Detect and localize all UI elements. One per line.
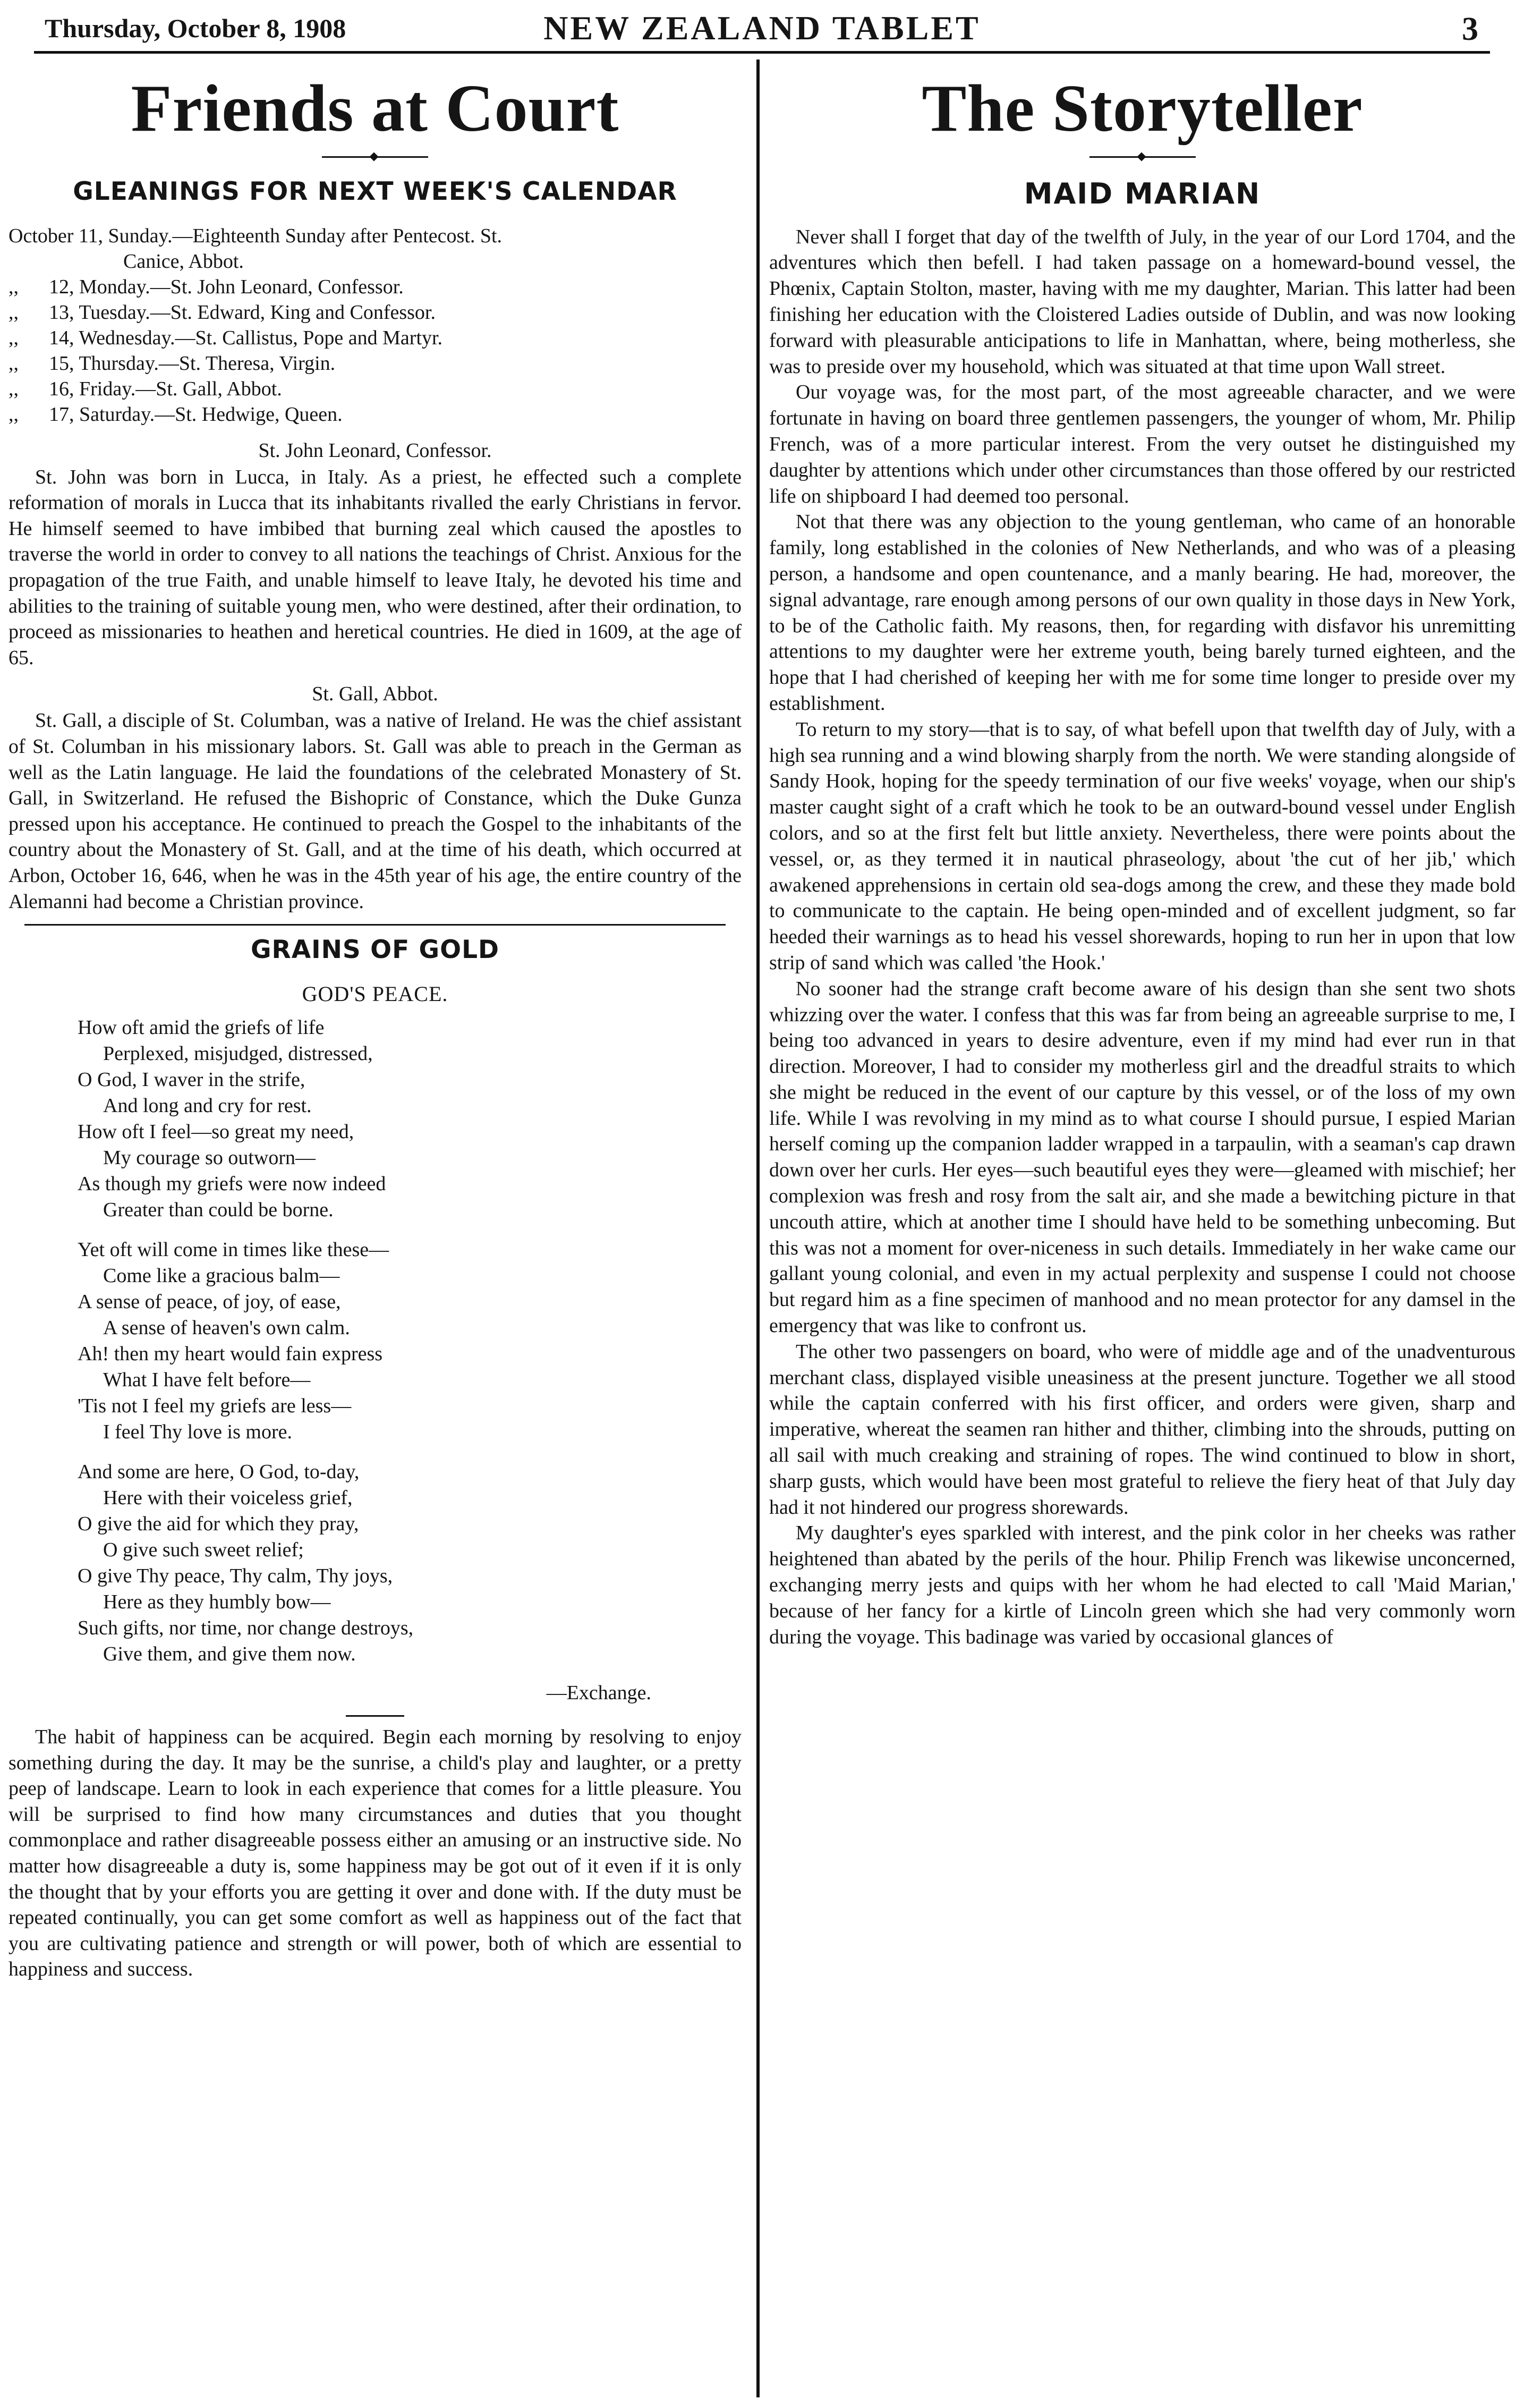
story-paragraph: To return to my story—that is to say, of what befell upon that twelfth day of July, with a high sea running and a wind blowing sharply from the north. We were standing alongside of Sandy Hook, hoping for the speedy termination of our five weeks' voyage, when our ship's master caught sight of a craft which he took to be an outward-bound vessel under English colors, and so at the first felt but little anxiety. Nevertheless, there were points about the vessel, or, as they termed it in nautical phraseology, about 'the cut of her jib,' which awakened apprehensions in certain old sea-dogs among the crew, and these they made bold to communicate to the captain. He being open-minded and of excellent judgment, so far heeded their warnings as to head his vessel shorewards, hoping to run her in upon that low strip of sand which was called 'the Hook.': [769, 718, 1516, 974]
calendar-row: [8, 351, 742, 376]
poem-line: Yet oft will come in times like these—: [78, 1239, 389, 1261]
calendar-heading: GLEANINGS FOR NEXT WEEK'S CALENDAR: [73, 176, 677, 206]
calendar-row: [8, 376, 742, 402]
ditto-mark: ,,: [8, 275, 19, 298]
poem-line: My courage so outworn—: [103, 1147, 316, 1169]
grains-of-gold-heading: GRAINS OF GOLD: [250, 935, 500, 965]
poem-line: O give such sweet relief;: [103, 1539, 304, 1562]
poem-line: O give Thy peace, Thy calm, Thy joys,: [78, 1565, 393, 1588]
calendar-entry-text: 15, Thursday.—St. Theresa, Virgin.: [49, 352, 336, 375]
saint-heading: St. John Leonard, Confessor.: [258, 439, 492, 462]
calendar-row-continuation: Canice, Abbot.: [123, 250, 244, 273]
section-title-storyteller: The Storyteller: [922, 72, 1363, 146]
poem-source: —Exchange.: [546, 1682, 651, 1705]
calendar-row: [8, 300, 742, 325]
ornament-divider: [1089, 154, 1196, 160]
poem-line: How oft amid the griefs of life: [78, 1016, 325, 1039]
poem-line: Ah! then my heart would fain express: [78, 1343, 383, 1366]
ornament-divider: [322, 154, 428, 160]
poem-line: And long and cry for rest.: [103, 1095, 312, 1117]
poem-line: Here with their voiceless grief,: [103, 1487, 353, 1510]
section-rule: [24, 924, 726, 926]
ditto-mark: ,,: [8, 377, 19, 400]
section-title-friends-at-court: Friends at Court: [131, 72, 619, 146]
story-paragraph: Never shall I forget that day of the twelfth of July, in the year of our Lord 1704, and the adventures which then befell. I had taken passage on a homeward-bound vessel, the Phœnix, Captain Stolton, master, having with me my daughter, Marian. This latter had been finishing her education with the Cloistered Ladies outside of Dublin, and was now looking forward with pleasurable anticipations to life in Manhattan, where, being motherless, she was to preside over my household, which was situated at that time upon Wall street.: [769, 225, 1516, 378]
story-paragraph: My daughter's eyes sparkled with interest, and the pink color in her cheeks was rather heightened than abated by the perils of the hour. Philip French was likewise unconcerned, exchanging merry jests and quips with her whom he had elected to call 'Maid Marian,' because of her fancy for a kirtle of Lincoln green which she had very commonly worn during the voyage. This badinage was varied by occasional glances of: [769, 1522, 1516, 1648]
story-body: [769, 224, 1516, 1650]
poem-line: Greater than could be borne.: [103, 1199, 334, 1222]
ditto-mark: ,,: [8, 301, 19, 324]
right-column: [769, 60, 1516, 2392]
column-divider: [756, 60, 760, 2397]
poem-line: A sense of heaven's own calm.: [103, 1317, 350, 1339]
poem-line: 'Tis not I feel my griefs are less—: [78, 1395, 352, 1418]
calendar-entry-text: 14, Wednesday.—St. Callistus, Pope and Martyr.: [49, 326, 443, 349]
poem-line: Perplexed, misjudged, distressed,: [103, 1042, 373, 1065]
calendar-entry-text: 13, Tuesday.—St. Edward, King and Confessor.: [49, 301, 436, 324]
poem-line: A sense of peace, of joy, of ease,: [78, 1291, 341, 1313]
calendar-row: [8, 274, 742, 300]
poem-line: How oft I feel—so great my need,: [78, 1121, 354, 1143]
saint-article: St. Gall, a disciple of St. Columban, was a native of Ireland. He was the chief assistant of St. Columban in his missionary labors. St. Gall was able to preach in the German as well as the Latin language. He laid the foundations of the celebrated Monastery of St. Gall, in Switzerland. He refused the Bishopric of Constance, which the Duke Gunza pressed upon his acceptance. He continued to preach the Gospel to the inhabitants of the country about the Monastery of St. Gall, and at the time of his death, which occurred at Arbon, October 16, 646, when he was in the 45th year of his age, the entire country of the Alemanni had become a Christian province.: [8, 709, 742, 913]
calendar-row: [8, 402, 742, 427]
calendar-rows: [8, 274, 742, 427]
story-title: MAID MARIAN: [1024, 176, 1261, 210]
calendar-entry-text: 12, Monday.—St. John Leonard, Confessor.: [49, 275, 404, 298]
poem-line: O God, I waver in the strife,: [78, 1069, 305, 1091]
saint-article: St. John was born in Lucca, in Italy. As a priest, he effected such a complete reformation of morals in Lucca that its inhabitants rivalled the early Christians in fervor. He himself seemed to have imbibed that burning zeal which caused the apostles to traverse the world in order to convey to all nations the teachings of Christ. Anxious for the propagation of the true Faith, and unable himself to leave Italy, he devoted his time and abilities to the training of suitable young men, who were destined, after their ordination, to proceed as missionaries to heathen and heretical countries. He died in 1609, at the age of 65.: [8, 465, 742, 669]
calendar-row: [8, 223, 742, 249]
ditto-mark: ,,: [8, 352, 19, 375]
poem-stanza: [78, 1459, 742, 1667]
short-divider: [346, 1715, 404, 1717]
calendar-row: [8, 325, 742, 351]
poem-line: O give the aid for which they pray,: [78, 1513, 359, 1536]
page-number: 3: [1462, 11, 1478, 47]
poem-line: As though my griefs were now indeed: [78, 1173, 386, 1195]
calendar-entry-text: 16, Friday.—St. Gall, Abbot.: [49, 377, 282, 400]
calendar-list: [8, 223, 742, 427]
poem-line: Come like a gracious balm—: [103, 1265, 340, 1287]
poem-title: GOD'S PEACE.: [302, 982, 448, 1006]
poem: [78, 1015, 742, 1667]
story-paragraph: The other two passengers on board, who were of middle age and of the unadventurous merchant class, displayed visible uneasiness at the present juncture. Together we all stood while the captain conferred with his first officer, and orders were given, sharp and imperative, whereat the seamen ran hither and thither, climbing into the shrouds, putting on all sail with much creaking and straining of ropes. The wind continued to blow in short, sharp gusts, which would have been most grateful to relieve the fiery heat of that July day had it not hindered our progress shorewards.: [769, 1340, 1516, 1519]
issue-date: Thursday, October 8, 1908: [45, 13, 346, 43]
poem-stanza: [78, 1237, 742, 1445]
story-paragraph: No sooner had the strange craft become aware of his design than she sent two shots whizzing over the water. I confess that this was far from being an agreeable surprise to me, I being too advanced in years to desire adventure, even if my mind had ever run in that direction. Moreover, I had to consider my motherless girl and the dreadful straits to which she might be reduced in the event of our capture by this vessel, or of the loss of my own life. While I was revolving in my mind as to what course I should pursue, I espied Marian herself coming up the companion ladder wrapped in a tarpaulin, with a seaman's cap drawn down over her curls. Her eyes—such beautiful eyes they were—gleamed with mischief; her complexion was fresh and rosy from the salt air, and she made a bewitching picture in that uncouth attire, which at another time I should have held to be something unbecoming. But this was not a moment for over-niceness in such details. Immediately in her wake came our gallant young colonial, and even in my actual perplexity and suspense I could not choose but regard him as a fine specimen of manhood and no mean protector for any damsel in the emergency that was like to confront us.: [769, 977, 1516, 1337]
poem-line: Such gifts, nor time, nor change destroys,: [78, 1617, 414, 1640]
story-paragraph: Our voyage was, for the most part, of the most agreeable character, and we were fortunate in having on board three gentlemen passengers, the younger of whom, Mr. Philip French, was of a more particular interest. From the very outset he distinguished my daughter by attentions which under other circumstances than those offered by our restricted life on shipboard I had deemed too personal.: [769, 381, 1516, 507]
ditto-mark: ,,: [8, 403, 19, 426]
calendar-entry-text: 17, Saturday.—St. Hedwige, Queen.: [49, 403, 343, 426]
story-paragraph: Not that there was any objection to the young gentleman, who came of an honorable family, long established in the colonies of New Netherlands, and who was of a pleasing person, a handsome and open countenance, and a manly bearing. He had, moreover, the signal advantage, rare enough among persons of our own quality in those days in New York, to be of the Catholic faith. My reasons, then, for regarding with disfavor his unremitting attentions to my daughter were her extreme youth, being barely turned eighteen, and the hope that I had cherished of keeping her with me for some time longer to preside over my establishment.: [769, 511, 1516, 715]
newspaper-title: NEW ZEALAND TABLET: [543, 9, 981, 47]
left-column: [8, 60, 742, 2392]
happiness-article: The habit of happiness can be acquired. Begin each morning by resolving to enjoy something during the day. It may be the sunrise, a child's play and laughter, or a pretty peep of landscape. Learn to look in each experience that comes for a little pleasure. You will be surprised to find how many circumstances and duties that you thought commonplace and rather disagreeable possess either an amusing or an instructive side. No matter how disagreeable a duty is, some happiness may be got out of it even if it is only the thought that by your efforts you are getting it over and done with. If the duty must be repeated continually, you can get some comfort as well as happiness out of the fact that you are cultivating patience and strength or will power, both of which are essential to happiness and success.: [8, 1726, 742, 1981]
poem-line: What I have felt before—: [103, 1369, 311, 1392]
poem-line: I feel Thy love is more.: [103, 1421, 292, 1444]
poem-line: And some are here, O God, to-day,: [78, 1461, 360, 1483]
poem-stanza: [78, 1015, 742, 1223]
poem-line: Here as they humbly bow—: [103, 1591, 331, 1614]
ditto-mark: ,,: [8, 326, 19, 349]
poem-line: Give them, and give them now.: [103, 1643, 356, 1666]
saint-heading: St. Gall, Abbot.: [312, 683, 438, 706]
calendar-entry-text: October 11, Sunday.—Eighteenth Sunday after Pentecost. St.: [8, 224, 503, 247]
masthead: [34, 7, 1490, 54]
